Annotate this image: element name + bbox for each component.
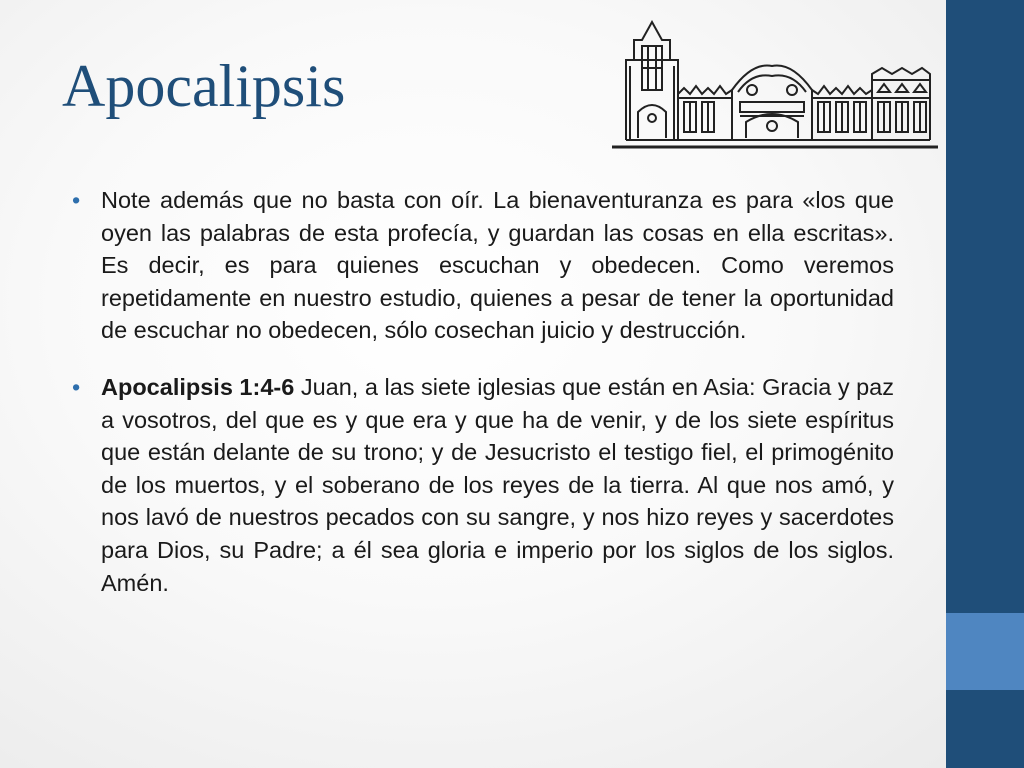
bullet-item bbox=[72, 184, 894, 347]
slide-body bbox=[72, 184, 894, 599]
bullet-icon: • bbox=[72, 187, 81, 213]
bullet-reference: Apocalipsis 1:4-6 bbox=[101, 373, 295, 400]
bullet-text: Juan, a las siete iglesias que están en Asia: Gracia y paz a vosotros, del que es y que era y que ha de venir, y de los siete espíritus que están delante de su trono; y de Jesucristo el testigo fiel, el primogénito de los muertos, y el soberano de los reyes de la tierra. Al que nos amó, y nos lavó de nuestros pecados con su sangre, y nos hizo reyes y sacerdotes para Dios, su Padre; a él sea gloria e imperio por los siglos de los siglos. Amén. bbox=[101, 373, 894, 596]
cathedral-icon bbox=[612, 20, 938, 152]
slide-title: Apocalipsis bbox=[62, 53, 346, 119]
bullet-item bbox=[72, 371, 894, 599]
side-bar-accent bbox=[946, 613, 1024, 690]
bullet-icon: • bbox=[72, 373, 81, 400]
bullet-text: Note además que no basta con oír. La bienaventuranza es para «los que oyen las palabras de esta profecía, y guardan las cosas en ella escritas». Es decir, es para quienes escuchan y obedecen. Como veremos repetidamente en nuestro estudio, quienes a pesar de tener la oportunidad de escuchar no obedecen, sólo cosechan juicio y destrucción. bbox=[101, 187, 894, 344]
